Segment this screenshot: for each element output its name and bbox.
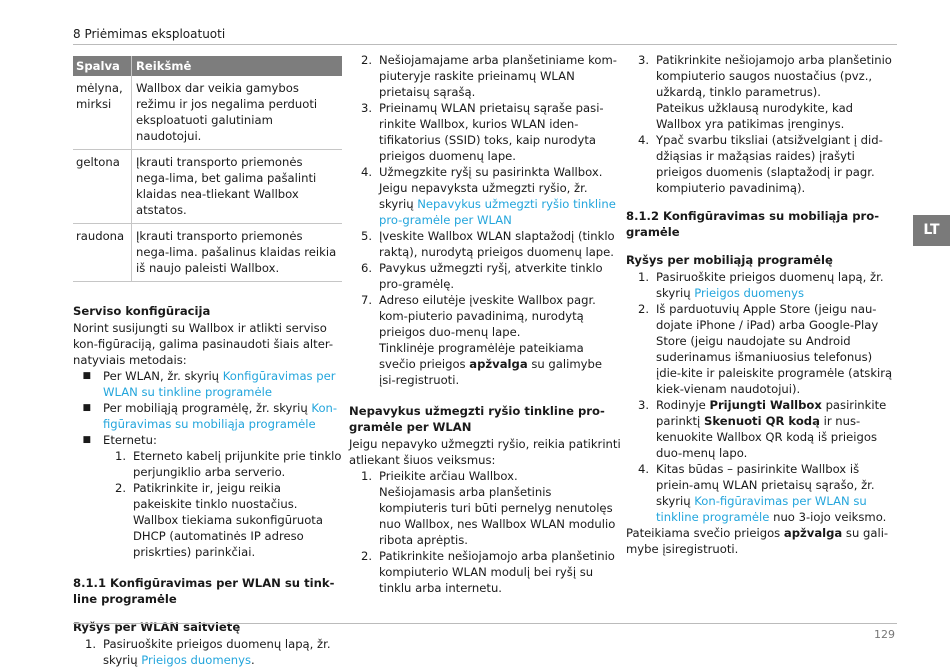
table-row: [73, 76, 342, 150]
step-text-mid: pasirinkite parinktį: [656, 398, 887, 428]
list-item: [626, 301, 896, 397]
table-cell-color: geltona: [73, 150, 132, 224]
table-row: [73, 224, 342, 282]
step-number: 3.: [360, 101, 372, 115]
table-header-color: Spalva: [73, 56, 132, 76]
step-bold: Prijungti Wallbox: [709, 398, 822, 412]
step-number: 1.: [637, 270, 649, 284]
wlan-config-link[interactable]: Konfigūravimas per WLAN su tinkline programėle: [103, 369, 336, 399]
mobile-config-heading: 8.1.2 Konfigūravimas su mobiliąja pro-gramėle: [626, 209, 880, 239]
column-1: [73, 52, 343, 668]
step-number: 2.: [360, 549, 372, 563]
header-rule: [73, 44, 897, 45]
list-item: [349, 260, 621, 292]
column-2: [349, 52, 621, 596]
list-item: [626, 461, 896, 525]
wlan-config-link[interactable]: Kon-figūravimas per WLAN su tinkline programėle: [656, 494, 867, 524]
step-text: Nešiojamajame arba planšetiniame kom-piuteryje raskite prieinamų WLAN prietaisų sąrašą.: [379, 53, 617, 99]
table-cell-meaning: Wallbox dar veikia gamybos režimu ir jos negalima perduoti eksploatuoti galutiniam naudotojui.: [132, 76, 343, 150]
step-text-end: .: [251, 653, 255, 667]
list-item: [349, 292, 621, 340]
step-text: Kitas būdas – pasirinkite Wallbox iš priein-amų WLAN prietaisų sąrašo, žr. skyrių: [656, 462, 875, 508]
table-cell-meaning: Įkrauti transporto priemonės nega-lima. pašalinus klaidas reikia iš naujo paleisti Wallbox.: [132, 224, 343, 282]
step-text: Patikrinkite nešiojamojo arba planšetinio kompiuterio WLAN modulį bei ryšį su tinklu arba internetu.: [379, 549, 615, 595]
step-text: Pasiruoškite prieigos duomenų lapą, žr. skyrių: [103, 637, 331, 667]
list-item: [349, 228, 621, 260]
step-text: Pasiruoškite prieigos duomenų lapą, žr. skyrių: [656, 270, 884, 300]
step-text: Užmegzkite ryšį su pasirinkta Wallbox.: [379, 165, 603, 179]
bullet-icon: ■: [82, 403, 91, 413]
note-text-end: su galimybe įsi-registruoti.: [379, 357, 602, 387]
step-note: Nešiojamasis arba planšetinis kompiuteris turi būti pernelyg nenutolęs nuo Wallbox, nes Wallbox WLAN modulio ribota aprėptis.: [379, 485, 616, 547]
mobile-config-link[interactable]: Kon-figūravimas su mobiliąja programėle: [103, 401, 338, 431]
list-item: [626, 52, 896, 100]
step-number: 3.: [637, 53, 649, 67]
step-number: 2.: [360, 53, 372, 67]
wlan-fail-link[interactable]: Nepavykus užmegzti ryšio tinkline pro-gramėle per WLAN: [379, 197, 616, 227]
step-text: Prieinamų WLAN prietaisų sąraše pasi-rinkite Wallbox, kurios WLAN iden-tifikatorius (SSID) toks, kaip nurodyta prieigos duomenų lape.: [379, 101, 604, 163]
table-header-meaning: Reikšmė: [132, 56, 343, 76]
list-item: [349, 468, 621, 484]
step-number: 6.: [360, 261, 372, 275]
step-number: 4.: [637, 462, 649, 476]
table-cell-color: raudona: [73, 224, 132, 282]
bullet-icon: ■: [82, 371, 91, 381]
list-item: [349, 100, 621, 164]
step-text: Adreso eilutėje įveskite Wallbox pagr. kom-piuterio pavadinimą, nurodytą prieigos duo-menų lape.: [379, 293, 596, 339]
footer-rule: [73, 623, 897, 624]
step-number: 4.: [637, 133, 649, 147]
step-text: Pavykus užmegzti ryšį, atverkite tinklo pro-gramėlę.: [379, 261, 603, 291]
note-text: Jeigu nepavyksta užmegzti ryšio, žr. skyrių: [379, 181, 588, 211]
bullet-icon: ■: [82, 435, 91, 445]
note-text: Tinklinėje programėlėje pateikiama svečio prieigos: [379, 341, 584, 371]
wlan-hotspot-subheading: Ryšys per WLAN saitvietę: [73, 620, 241, 634]
outro-text-end: su gali-mybe įsiregistruoti.: [626, 526, 889, 556]
step-text: Rodinyje: [656, 398, 710, 412]
note-bold: apžvalga: [469, 357, 528, 371]
list-item: [103, 448, 343, 480]
step-bold: Skenuoti QR kodą: [703, 414, 820, 428]
wlan-config-heading: 8.1.1 Konfigūravimas per WLAN su tink-line programėle: [73, 576, 335, 606]
step-note: Pateikus užklausą nurodykite, kad Wallbox yra patikimas įrenginys.: [656, 101, 854, 131]
step-number: 1.: [114, 449, 126, 463]
table-header-row: [73, 56, 342, 76]
table-row: [73, 150, 342, 224]
chapter-header: 8 Priėmimas eksploatuoti: [73, 27, 226, 41]
list-item: [73, 368, 343, 400]
step-number: 5.: [360, 229, 372, 243]
table-cell-color: mėlyna, mirksi: [73, 76, 132, 150]
step-text: Patikrinkite ir, jeigu reikia pakeiskite tinklo nuostačius. Wallbox tiekiama sukonfigūruota DHCP (automatinės IP adreso priskrties) parinkčiai.: [133, 481, 323, 559]
list-item: [349, 52, 621, 100]
access-data-link[interactable]: Prieigos duomenys: [694, 286, 805, 300]
list-item: [349, 164, 621, 180]
outro-bold: apžvalga: [783, 526, 843, 540]
step-number: 1.: [360, 469, 372, 483]
step-text-end: nuo 3-iojo veiksmo.: [769, 510, 887, 524]
step-number: 7.: [360, 293, 372, 307]
outro-text: Pateikiama svečio prieigos: [626, 526, 784, 540]
step-number: 2.: [637, 302, 649, 316]
mobile-connection-subheading: Ryšys per mobiliąją programėlę: [626, 253, 833, 267]
table-cell-meaning: Įkrauti transporto priemonės nega-lima, bet galima pašalinti klaidas nea-tliekant Wallbox atstatos.: [132, 150, 343, 224]
step-note: [349, 180, 621, 228]
list-item: [73, 636, 343, 668]
step-text: Prieikite arčiau Wallbox.: [379, 469, 518, 483]
bullet-text: Per mobiliąją programėlę, žr. skyrių: [103, 401, 312, 415]
access-data-link[interactable]: Prieigos duomenys: [141, 653, 252, 667]
language-tab: LT: [913, 215, 950, 246]
bullet-text: Per WLAN, žr. skyrių: [103, 369, 223, 383]
step-text: Iš parduotuvių Apple Store (jeigu nau-dojate iPhone / iPad) arba Google-Play Store (jeigu naudojate su Android suderinamus išmaniuosius telefonus) įdie-kite ir paleiskite programėle (atskirą kiek-vienam naudotojui).: [656, 302, 893, 396]
service-intro: Norint susijungti su Wallbox ir atlikti serviso kon-figūraciją, galima pasinaudoti šiais alter-natyviais metodais:: [73, 321, 334, 367]
step-text: Įveskite Wallbox WLAN slaptažodį (tinklo raktą), nurodytą prieigos duomenų lape.: [379, 229, 615, 259]
list-item: [626, 269, 896, 301]
service-heading: Serviso konfigūracija: [73, 304, 211, 318]
step-text: Ypač svarbu tiksliai (atsižvelgiant į did-džiąsias ir mažąsias raides) įrašyti prieigos duomenis (slaptažodį ir pagr. kompiuterio pavadinimą).: [656, 133, 883, 195]
page-number: 129: [874, 628, 895, 641]
list-item: [626, 132, 896, 196]
led-color-table: [73, 56, 342, 282]
list-item: [103, 480, 343, 560]
step-number: 2.: [114, 481, 126, 495]
list-item: [73, 432, 343, 448]
wlan-fail-heading: Nepavykus užmegzti ryšio tinkline pro-gramėle per WLAN: [349, 404, 605, 434]
list-item: [626, 397, 896, 461]
list-item: [349, 548, 621, 596]
step-text: Patikrinkite nešiojamojo arba planšetinio kompiuterio saugos nuostačius (pvz., užkardą, tinklo parametrus).: [656, 53, 892, 99]
bullet-text: Eternetu:: [103, 433, 157, 447]
mobile-outro: [626, 525, 896, 557]
column-3: [626, 52, 896, 557]
step-number: 1.: [84, 637, 96, 651]
step-text-end: ir nus-kenuokite Wallbox QR kodą iš prieigos duo-menų lapo.: [656, 414, 877, 460]
step-number: 3.: [637, 398, 649, 412]
step-note: [349, 340, 621, 388]
step-number: 4.: [360, 165, 372, 179]
list-item: [73, 400, 343, 432]
wlan-fail-intro: Jeigu nepavyko užmegzti ryšio, reikia patikrinti atliekant šiuos veiksmus:: [349, 437, 621, 467]
step-text: Eterneto kabelį prijunkite prie tinklo perjungiklio arba serverio.: [133, 449, 342, 479]
